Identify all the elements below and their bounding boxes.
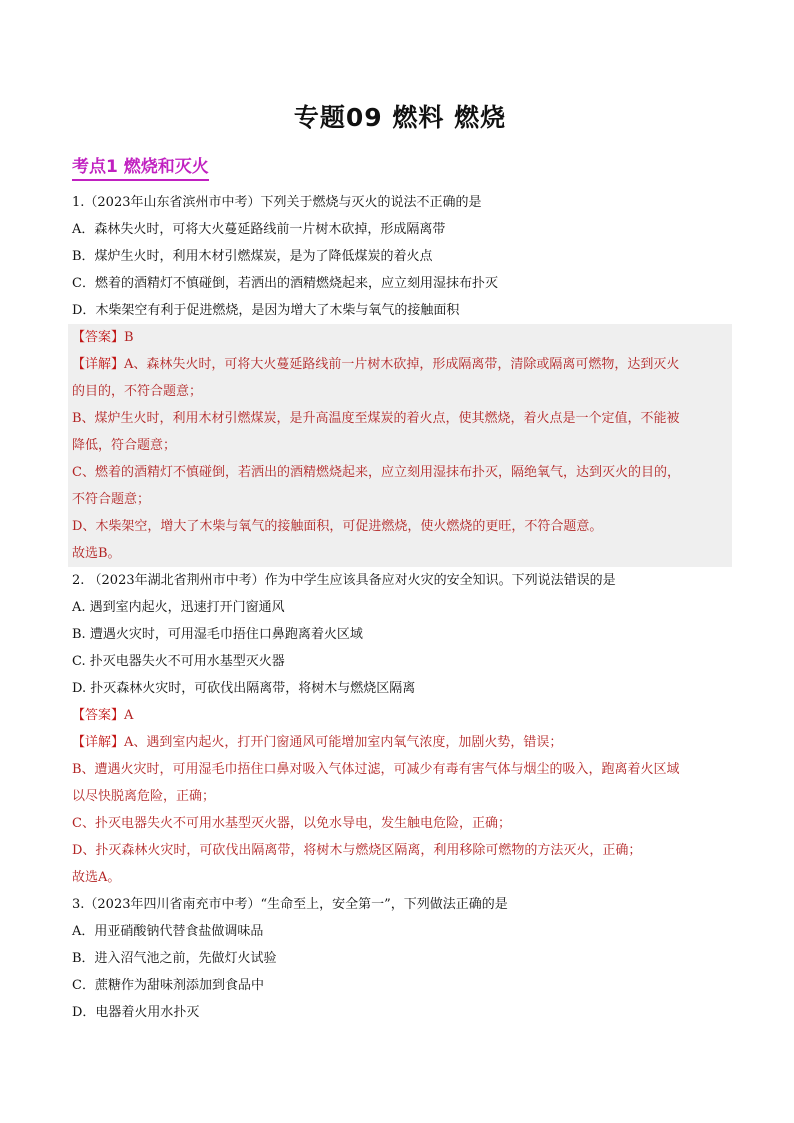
option-c: C. 扑灭电器失火不可用水基型灭火器 <box>72 654 285 669</box>
answer-value: B <box>124 330 134 345</box>
detail-line: 不符合题意； <box>72 492 151 507</box>
question-2 <box>72 567 728 891</box>
detail-line: 以尽快脱离危险，正确； <box>72 789 216 804</box>
document-page <box>72 0 728 1026</box>
detail-line: C、扑灭电器失火不可用水基型灭火器，以免水导电，发生触电危险，正确； <box>72 816 511 831</box>
question-stem: 1.（2023年山东省滨州市中考）下列关于燃烧与灭火的说法不正确的是 <box>72 195 482 210</box>
option-b: B．进入沼气池之前，先做灯火试验 <box>72 951 277 966</box>
option-c: C．燃着的酒精灯不慎碰倒，若洒出的酒精燃烧起来，应立刻用湿抹布扑灭 <box>72 276 498 291</box>
detail-line: 的目的，不符合题意； <box>72 384 203 399</box>
answer-line <box>72 702 728 729</box>
detail-line: C、燃着的酒精灯不慎碰倒，若洒出的酒精燃烧起来，应立刻用湿抹布扑灭，隔绝氧气，达到灭火的目的， <box>72 465 680 480</box>
detail-line <box>72 351 732 378</box>
answer-value: A <box>124 708 134 723</box>
answer-block <box>68 324 732 567</box>
detail-line: D、扑灭森林火灾时，可砍伐出隔离带，将树木与燃烧区隔离，利用移除可燃物的方法灭火，正确； <box>72 843 642 858</box>
question-stem: 2. （2023年湖北省荆州市中考）作为中学生应该具备应对火灾的安全知识。下列说法错误的是 <box>72 573 616 588</box>
detail-line: D、木柴架空，增大了木柴与氧气的接触面积，可促进燃烧，使火燃烧的更旺，不符合题意。 <box>72 519 603 534</box>
answer-label: 【答案】 <box>72 708 125 723</box>
option-b: B．煤炉生火时，利用木材引燃煤炭，是为了降低煤炭的着火点 <box>72 249 433 264</box>
conclusion-line: 故选B。 <box>72 546 121 561</box>
page-title: 专题09 燃料 燃烧 <box>293 103 507 132</box>
section-heading: 考点1 燃烧和灭火 <box>72 156 209 181</box>
option-d: D．电器着火用水扑灭 <box>72 1005 200 1020</box>
option-c: C．蔗糖作为甜味剂添加到食品中 <box>72 978 264 993</box>
conclusion-line: 故选A。 <box>72 870 121 885</box>
detail-text: A、遇到室内起火，打开门窗通风可能增加室内氧气浓度，加剧火势，错误； <box>124 735 563 750</box>
option-a: A．用亚硝酸钠代替食盐做调味品 <box>72 924 264 939</box>
option-d: D. 扑灭森林火灾时，可砍伐出隔离带，将树木与燃烧区隔离 <box>72 681 416 696</box>
detail-text: A、森林失火时，可将大火蔓延路线前一片树木砍掉，形成隔离带，清除或隔离可燃物，达到灭火 <box>124 357 680 372</box>
detail-line <box>72 729 732 756</box>
question-stem: 3.（2023年四川省南充市中考）“生命至上，安全第一”，下列做法正确的是 <box>72 897 508 912</box>
option-a: A. 遇到室内起火，迅速打开门窗通风 <box>72 600 285 615</box>
option-b: B. 遭遇火灾时，可用湿毛巾捂住口鼻跑离着火区域 <box>72 627 363 642</box>
answer-line <box>72 324 732 351</box>
option-a: A．森林失火时，可将大火蔓延路线前一片树木砍掉，形成隔离带 <box>72 222 446 237</box>
option-d: D．木柴架空有利于促进燃烧，是因为增大了木柴与氧气的接触面积 <box>72 303 460 318</box>
detail-label: 【详解】 <box>72 735 125 750</box>
question-1 <box>72 189 728 567</box>
detail-line: B、遭遇火灾时，可用湿毛巾捂住口鼻对吸入气体过滤，可减少有毒有害气体与烟尘的吸入，跑离着火区域 <box>72 762 680 777</box>
detail-line: 降低，符合题意； <box>72 438 177 453</box>
detail-line: B、煤炉生火时，利用木材引燃煤炭，是升高温度至煤炭的着火点，使其燃烧，着火点是一个定值，不能被 <box>72 411 680 426</box>
question-3 <box>72 891 728 1026</box>
answer-label: 【答案】 <box>72 330 125 345</box>
detail-label: 【详解】 <box>72 357 125 372</box>
detail-block <box>68 729 732 891</box>
